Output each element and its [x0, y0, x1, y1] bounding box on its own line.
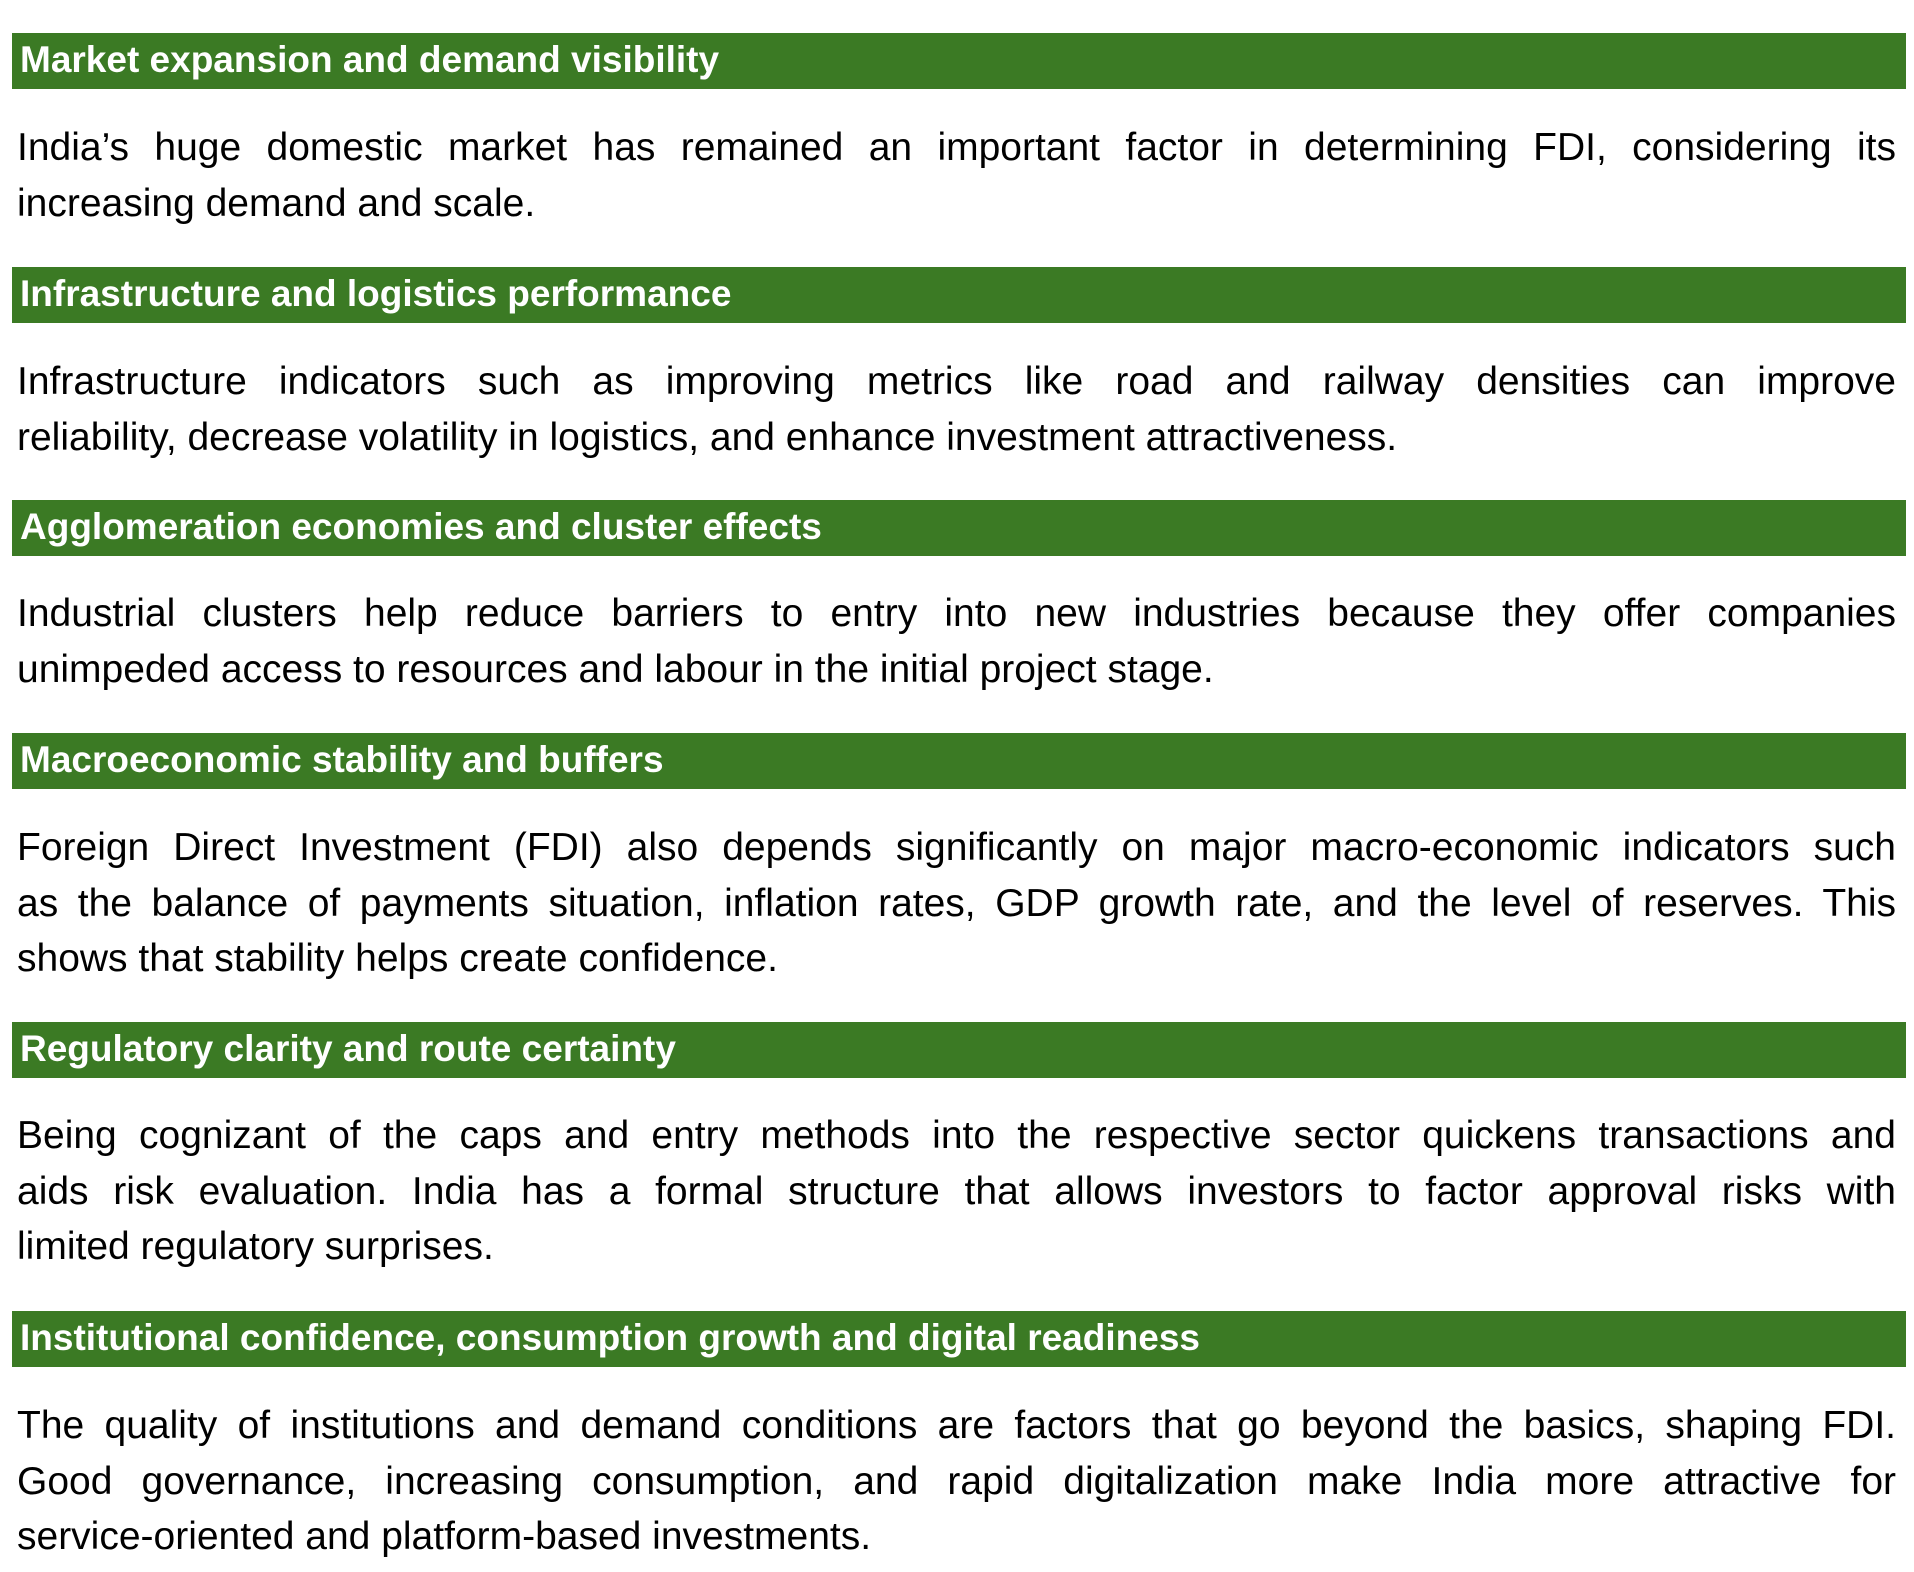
- body-line: aids risk evaluation. India has a formal structure that allows investors to factor approval risks with: [17, 1169, 1896, 1213]
- body-line: The quality of institutions and demand conditions are factors that go beyond the basics, shaping FDI.: [17, 1404, 1896, 1447]
- section-header-market-expansion: [12, 33, 1906, 89]
- body-line: India’s huge domestic market has remained an important factor in determining FDI, considering its: [17, 126, 1896, 169]
- section-header-agglomeration: [12, 500, 1906, 556]
- section-header-infrastructure: [12, 267, 1906, 323]
- section-title: Market expansion and demand visibility: [20, 39, 720, 80]
- section-header-regulatory: [12, 1022, 1906, 1078]
- section-title: Agglomeration economies and cluster effects: [20, 506, 822, 547]
- section-body-macroeconomic: [17, 820, 1896, 987]
- section-header-macroeconomic: [12, 733, 1906, 789]
- section-title: Macroeconomic stability and buffers: [20, 739, 664, 780]
- body-line: as the balance of payments situation, inflation rates, GDP growth rate, and the level of reserves. This: [17, 881, 1896, 925]
- section-body-regulatory: [17, 1108, 1896, 1275]
- section-title: Institutional confidence, consumption growth and digital readiness: [20, 1317, 1200, 1358]
- section-header-institutional: [12, 1311, 1906, 1367]
- section-body-agglomeration: [17, 586, 1896, 697]
- section-title: Infrastructure and logistics performance: [20, 273, 732, 314]
- body-line: reliability, decrease volatility in logistics, and enhance investment attractiveness.: [17, 415, 1398, 459]
- body-line: shows that stability helps create confidence.: [17, 937, 778, 980]
- body-line: service-oriented and platform-based investments.: [17, 1515, 872, 1558]
- section-body-institutional: [17, 1398, 1896, 1565]
- body-line: increasing demand and scale.: [17, 181, 536, 225]
- body-line: Being cognizant of the caps and entry methods into the respective sector quickens transactions and: [17, 1114, 1896, 1157]
- body-line: Industrial clusters help reduce barriers to entry into new industries because they offer companies: [17, 592, 1896, 635]
- body-line: unimpeded access to resources and labour in the initial project stage.: [17, 647, 1214, 691]
- section-title: Regulatory clarity and route certainty: [20, 1028, 676, 1069]
- body-line: limited regulatory surprises.: [17, 1225, 494, 1268]
- section-body-market-expansion: [17, 120, 1896, 231]
- section-body-infrastructure: [17, 354, 1896, 465]
- body-line: Infrastructure indicators such as improving metrics like road and railway densities can improve: [17, 360, 1896, 403]
- body-line: Foreign Direct Investment (FDI) also depends significantly on major macro-economic indicators such: [17, 826, 1896, 869]
- body-line: Good governance, increasing consumption, and rapid digitalization make India more attractive for: [17, 1459, 1896, 1503]
